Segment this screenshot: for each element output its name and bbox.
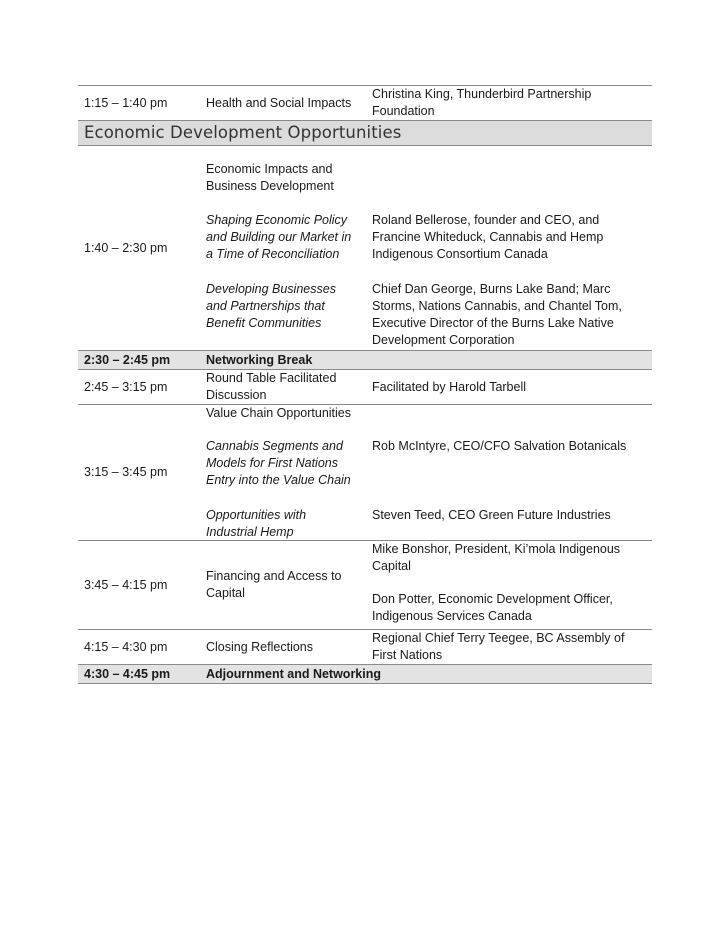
speaker: Chief Dan George, Burns Lake Band; Marc — [372, 282, 611, 296]
session-cell: Closing Reflections — [206, 639, 313, 654]
time-cell: 4:30 – 4:45 pm — [84, 666, 171, 681]
speaker-cell: Regional Chief Terry Teegee, BC Assembly of First Nations — [372, 631, 625, 662]
session-cell: Adjournment and Networking — [206, 666, 381, 681]
speaker: Storms, Nations Cannabis, and Chantel Tom, — [372, 299, 622, 313]
sub-session: and Partnerships that — [206, 299, 325, 313]
agenda-row — [78, 540, 652, 629]
sub-session: Industrial Hemp — [206, 525, 294, 539]
speaker-cell: Mike Bonshor, President, Ki’mola Indigenous Capital Don Potter, Economic Development Officer, Indigenous Services Canada — [372, 542, 621, 623]
agenda-row — [78, 629, 652, 664]
agenda-row — [78, 664, 652, 684]
session-cell: Health and Social Impacts — [206, 95, 352, 110]
sub-session: Shaping Economic Policy — [206, 213, 348, 227]
sub-session: Models for First Nations — [206, 456, 338, 470]
session-title: Value Chain Opportunities — [206, 406, 351, 420]
session-cell: Round Table Facilitated Discussion — [206, 371, 337, 402]
agenda-row — [78, 404, 652, 540]
sub-session: Cannabis Segments and — [206, 439, 343, 453]
speaker: Francine Whiteduck, Cannabis and Hemp — [372, 230, 604, 244]
session-cell: Financing and Access to Capital — [206, 569, 342, 600]
time-cell: 2:45 – 3:15 pm — [84, 379, 168, 394]
sub-session: a Time of Reconciliation — [206, 247, 340, 261]
session-cell: Networking Break — [206, 352, 313, 367]
section-header: Economic Development Opportunities — [78, 120, 652, 146]
sub-session: Entry into the Value Chain — [206, 473, 351, 487]
sub-session: Developing Businesses — [206, 282, 336, 296]
time-cell: 4:15 – 4:30 pm — [84, 639, 168, 654]
speaker: Development Corporation — [372, 333, 515, 347]
agenda-row — [78, 85, 652, 120]
agenda-row — [78, 369, 652, 404]
sub-session: and Building our Market in — [206, 230, 352, 244]
agenda-row — [78, 146, 652, 350]
time-cell: 1:40 – 2:30 pm — [84, 240, 168, 255]
session-title: Economic Impacts and — [206, 162, 333, 176]
speaker: Roland Bellerose, founder and CEO, and — [372, 213, 600, 227]
agenda-table — [78, 85, 652, 684]
speaker-cell: Christina King, Thunderbird Partnership Foundation — [372, 87, 592, 118]
speaker-cell: Facilitated by Harold Tarbell — [372, 379, 527, 394]
speaker: Indigenous Consortium Canada — [372, 247, 548, 261]
sub-session: Opportunities with — [206, 508, 307, 522]
sub-session: Benefit Communities — [206, 316, 322, 330]
session-title: Business Development — [206, 179, 334, 193]
speaker: Executive Director of the Burns Lake Native — [372, 316, 614, 330]
time-cell: 1:15 – 1:40 pm — [84, 95, 168, 110]
agenda-row — [78, 350, 652, 369]
time-cell: 3:15 – 3:45 pm — [84, 465, 168, 479]
time-cell: 3:45 – 4:15 pm — [84, 577, 168, 592]
speaker: Steven Teed, CEO Green Future Industries — [372, 508, 611, 522]
time-cell: 2:30 – 2:45 pm — [84, 352, 171, 367]
speaker: Rob McIntyre, CEO/CFO Salvation Botanicals — [372, 439, 627, 453]
